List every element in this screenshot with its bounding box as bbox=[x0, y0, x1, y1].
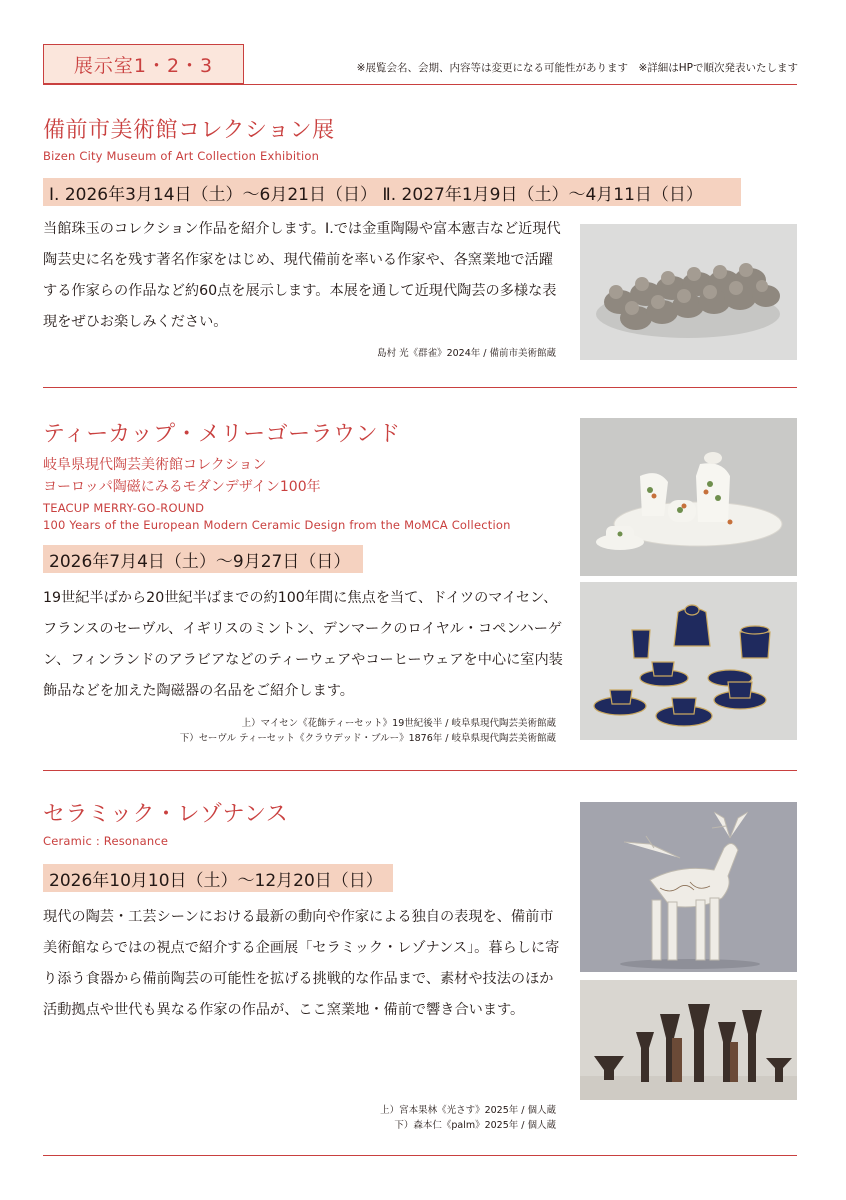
room-label: 展示室1・2・3 bbox=[43, 44, 244, 84]
sevres-tea-set-photo bbox=[580, 582, 797, 740]
meissen-tea-set-photo bbox=[580, 418, 797, 576]
section-3-title: セラミック・レゾナンス bbox=[43, 802, 289, 827]
section-2-subtitle-1: 岐阜県現代陶芸美術館コレクション bbox=[43, 457, 267, 473]
divider bbox=[43, 84, 797, 85]
section-2-credit-2: 下）セーヴル ティーセット《クラウデッド・ブルー》1876年 / 岐阜県現代陶芸美術館蔵 bbox=[179, 733, 556, 744]
divider bbox=[43, 770, 797, 771]
section-2-title-en-2: 100 Years of the European Modern Ceramic Design from the MoMCA Collection bbox=[43, 518, 511, 532]
section-2-title-en-1: TEACUP MERRY-GO-ROUND bbox=[43, 501, 205, 515]
section-2-subtitle-2: ヨーロッパ陶磁にみるモダンデザイン100年 bbox=[43, 479, 321, 495]
divider bbox=[43, 1155, 797, 1156]
section-3-dates: 2026年10月10日（土）～12月20日（日） bbox=[43, 864, 393, 892]
sparrows-sculpture-photo bbox=[580, 224, 797, 360]
section-3-description: 現代の陶芸・工芸シーンにおける最新の動向や作家による独自の表現を、備前市美術館ならではの視点で紹介する企画展「セラミック・レゾナンス」。暮らしに寄り添う食器から備前陶芸の可能性を拡げる挑戦的な作品まで、素材や技法のほか活動拠点や世代も異なる作家の作品が、ここ窯業地・備前で響き合います。 bbox=[43, 909, 560, 1018]
section-1-title-en: Bizen City Museum of Art Collection Exhibition bbox=[43, 149, 320, 163]
section-1-credit: 島村 光《群雀》2024年 / 備前市美術館蔵 bbox=[377, 348, 556, 359]
section-3-title-en: Ceramic : Resonance bbox=[43, 834, 169, 848]
section-3-credit-2: 下）森本仁《palm》2025年 / 個人蔵 bbox=[394, 1120, 556, 1131]
section-2-title: ティーカップ・メリーゴーラウンド bbox=[43, 422, 401, 447]
section-1-title: 備前市美術館コレクション展 bbox=[43, 118, 335, 143]
section-1-dates: Ⅰ. 2026年3月14日（土）～6月21日（日） Ⅱ. 2027年1月9日（土）～4月11日（日） bbox=[43, 178, 741, 206]
section-2-dates: 2026年7月4日（土）～9月27日（日） bbox=[43, 545, 363, 573]
palm-vessels-photo bbox=[580, 980, 797, 1100]
change-notice: ※展覧会名、会期、内容等は変更になる可能性があります ※詳細はHPで順次発表いたします bbox=[356, 62, 798, 74]
section-2-credit-1: 上）マイセン《花飾ティーセット》19世紀後半 / 岐阜県現代陶芸美術館蔵 bbox=[241, 718, 556, 729]
section-2-description: 19世紀半ばから20世紀半ばまでの約100年間に焦点を当て、ドイツのマイセン、フランスのセーヴル、イギリスのミントン、デンマークのロイヤル・コペンハーゲン、フィンランドのアラビアなどのティーウェアやコーヒーウェアを中心に室内装飾品などを加えた陶磁器の名品をご紹介します。 bbox=[43, 590, 563, 699]
section-1-description: 当館珠玉のコレクション作品を紹介します。Ⅰ.では金重陶陽や富本憲吉など近現代陶芸史に名を残す著名作家をはじめ、現代備前を率いる作家や、各窯業地で活躍する作家らの作品など約60点を展示します。本展を通して近現代陶芸の多様な表現をぜひお楽しみください。 bbox=[43, 221, 561, 330]
deer-sculpture-photo bbox=[580, 802, 797, 972]
section-3-credit-1: 上）宮本果林《光さす》2025年 / 個人蔵 bbox=[380, 1105, 556, 1116]
divider bbox=[43, 387, 797, 388]
